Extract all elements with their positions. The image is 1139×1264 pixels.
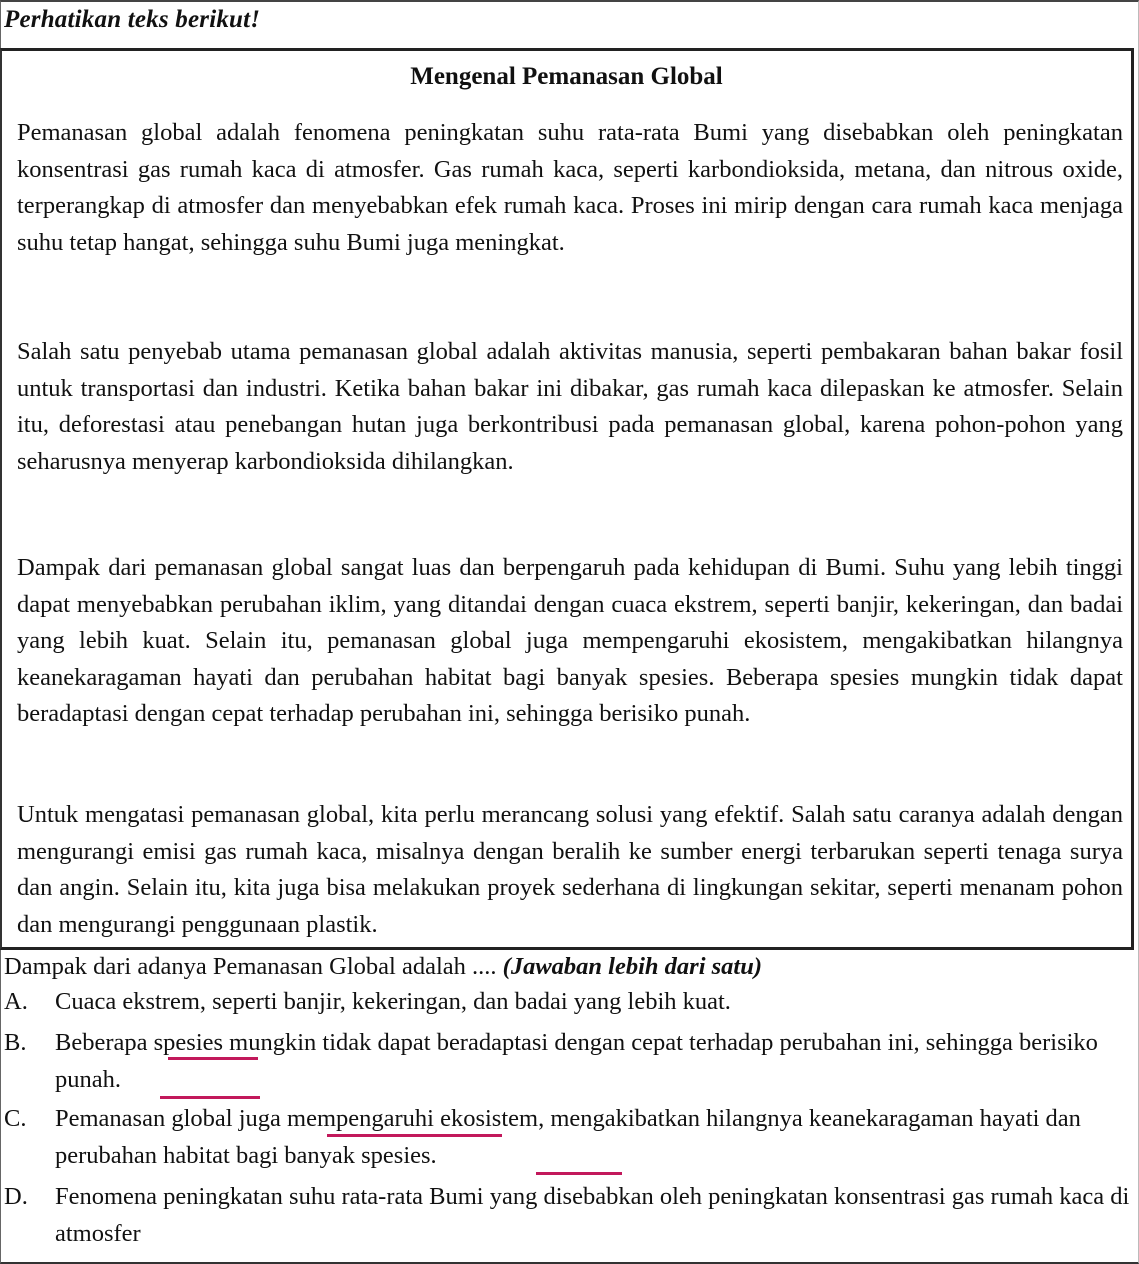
underline-mark-mempengaruhi — [327, 1134, 502, 1137]
article-paragraph-1: Pemanasan global adalah fenomena peningkatan suhu rata-rata Bumi yang disebabkan oleh peningkatan konsentrasi gas rumah kaca di atmosfer. Gas rumah kaca, seperti karbondioksida, metana, dan nitrous oxide, terperangkap di atmosfer dan menyebabkan efek rumah kaca. Proses ini mirip dengan cara rumah kaca menjaga suhu tetap hangat, sehingga suhu Bumi juga meningkat. — [17, 119, 1123, 256]
article-box — [0, 48, 1134, 950]
underline-mark-spesies-2 — [536, 1172, 622, 1175]
option-letter: C. — [4, 1105, 27, 1132]
option-letter: B. — [4, 1029, 27, 1056]
question-text: Dampak dari adanya Pemanasan Global adalah .... — [4, 953, 497, 980]
question-hint: (Jawaban lebih dari satu) — [502, 953, 763, 980]
instruction-text: Perhatikan teks berikut! — [4, 6, 261, 33]
article-paragraph-3: Dampak dari pemanasan global sangat luas dan berpengaruh pada kehidupan di Bumi. Suhu yang lebih tinggi dapat menyebabkan perubahan iklim, yang ditandai dengan cuaca ekstrem, seperti banjir, kekeringan, dan badai yang lebih kuat. Selain itu, pemanasan global juga mempengaruhi ekosistem, mengakibatkan hilangnya keanekaragaman hayati dan perubahan habitat bagi banyak spesies. Beberapa spesies mungkin tidak dapat beradaptasi dengan cepat terhadap perubahan ini, sehingga berisiko punah. — [17, 554, 1123, 727]
option-text: Cuaca ekstrem, seperti banjir, kekeringan, dan badai yang lebih kuat. — [55, 988, 731, 1015]
underline-mark-spesies — [168, 1057, 258, 1060]
option-letter: A. — [4, 988, 28, 1015]
article-title: Mengenal Pemanasan Global — [410, 63, 723, 90]
question-stem — [4, 952, 762, 982]
article-paragraph-2: Salah satu penyebab utama pemanasan global adalah aktivitas manusia, seperti pembakaran bahan bakar fosil untuk transportasi dan industri. Ketika bahan bakar ini dibakar, gas rumah kaca dilepaskan ke atmosfer. Selain itu, deforestasi atau penebangan hutan juga berkontribusi pada pemanasan global, karena pohon-pohon yang seharusnya menyerap karbondioksida dihilangkan. — [17, 338, 1123, 475]
option-text: Pemanasan global juga mempengaruhi ekosistem, mengakibatkan hilangnya keanekaragaman hayati dan perubahan habitat bagi banyak spesies. — [55, 1105, 1081, 1169]
option-letter: D. — [4, 1183, 28, 1210]
option-text: Beberapa spesies mungkin tidak dapat beradaptasi dengan cepat terhadap perubahan ini, sehingga berisiko punah. — [55, 1029, 1098, 1093]
underline-mark-berisiko — [160, 1096, 260, 1099]
option-text: Fenomena peningkatan suhu rata-rata Bumi yang disebabkan oleh peningkatan konsentrasi gas rumah kaca di atmosfer — [55, 1183, 1130, 1247]
article-paragraph-4: Untuk mengatasi pemanasan global, kita perlu merancang solusi yang efektif. Salah satu caranya adalah dengan mengurangi emisi gas rumah kaca, misalnya dengan beralih ke sumber energi terbarukan seperti tenaga surya dan angin. Selain itu, kita juga bisa melakukan proyek sederhana di lingkungan sekitar, seperti menanam pohon dan mengurangi penggunaan plastik. — [17, 801, 1123, 938]
